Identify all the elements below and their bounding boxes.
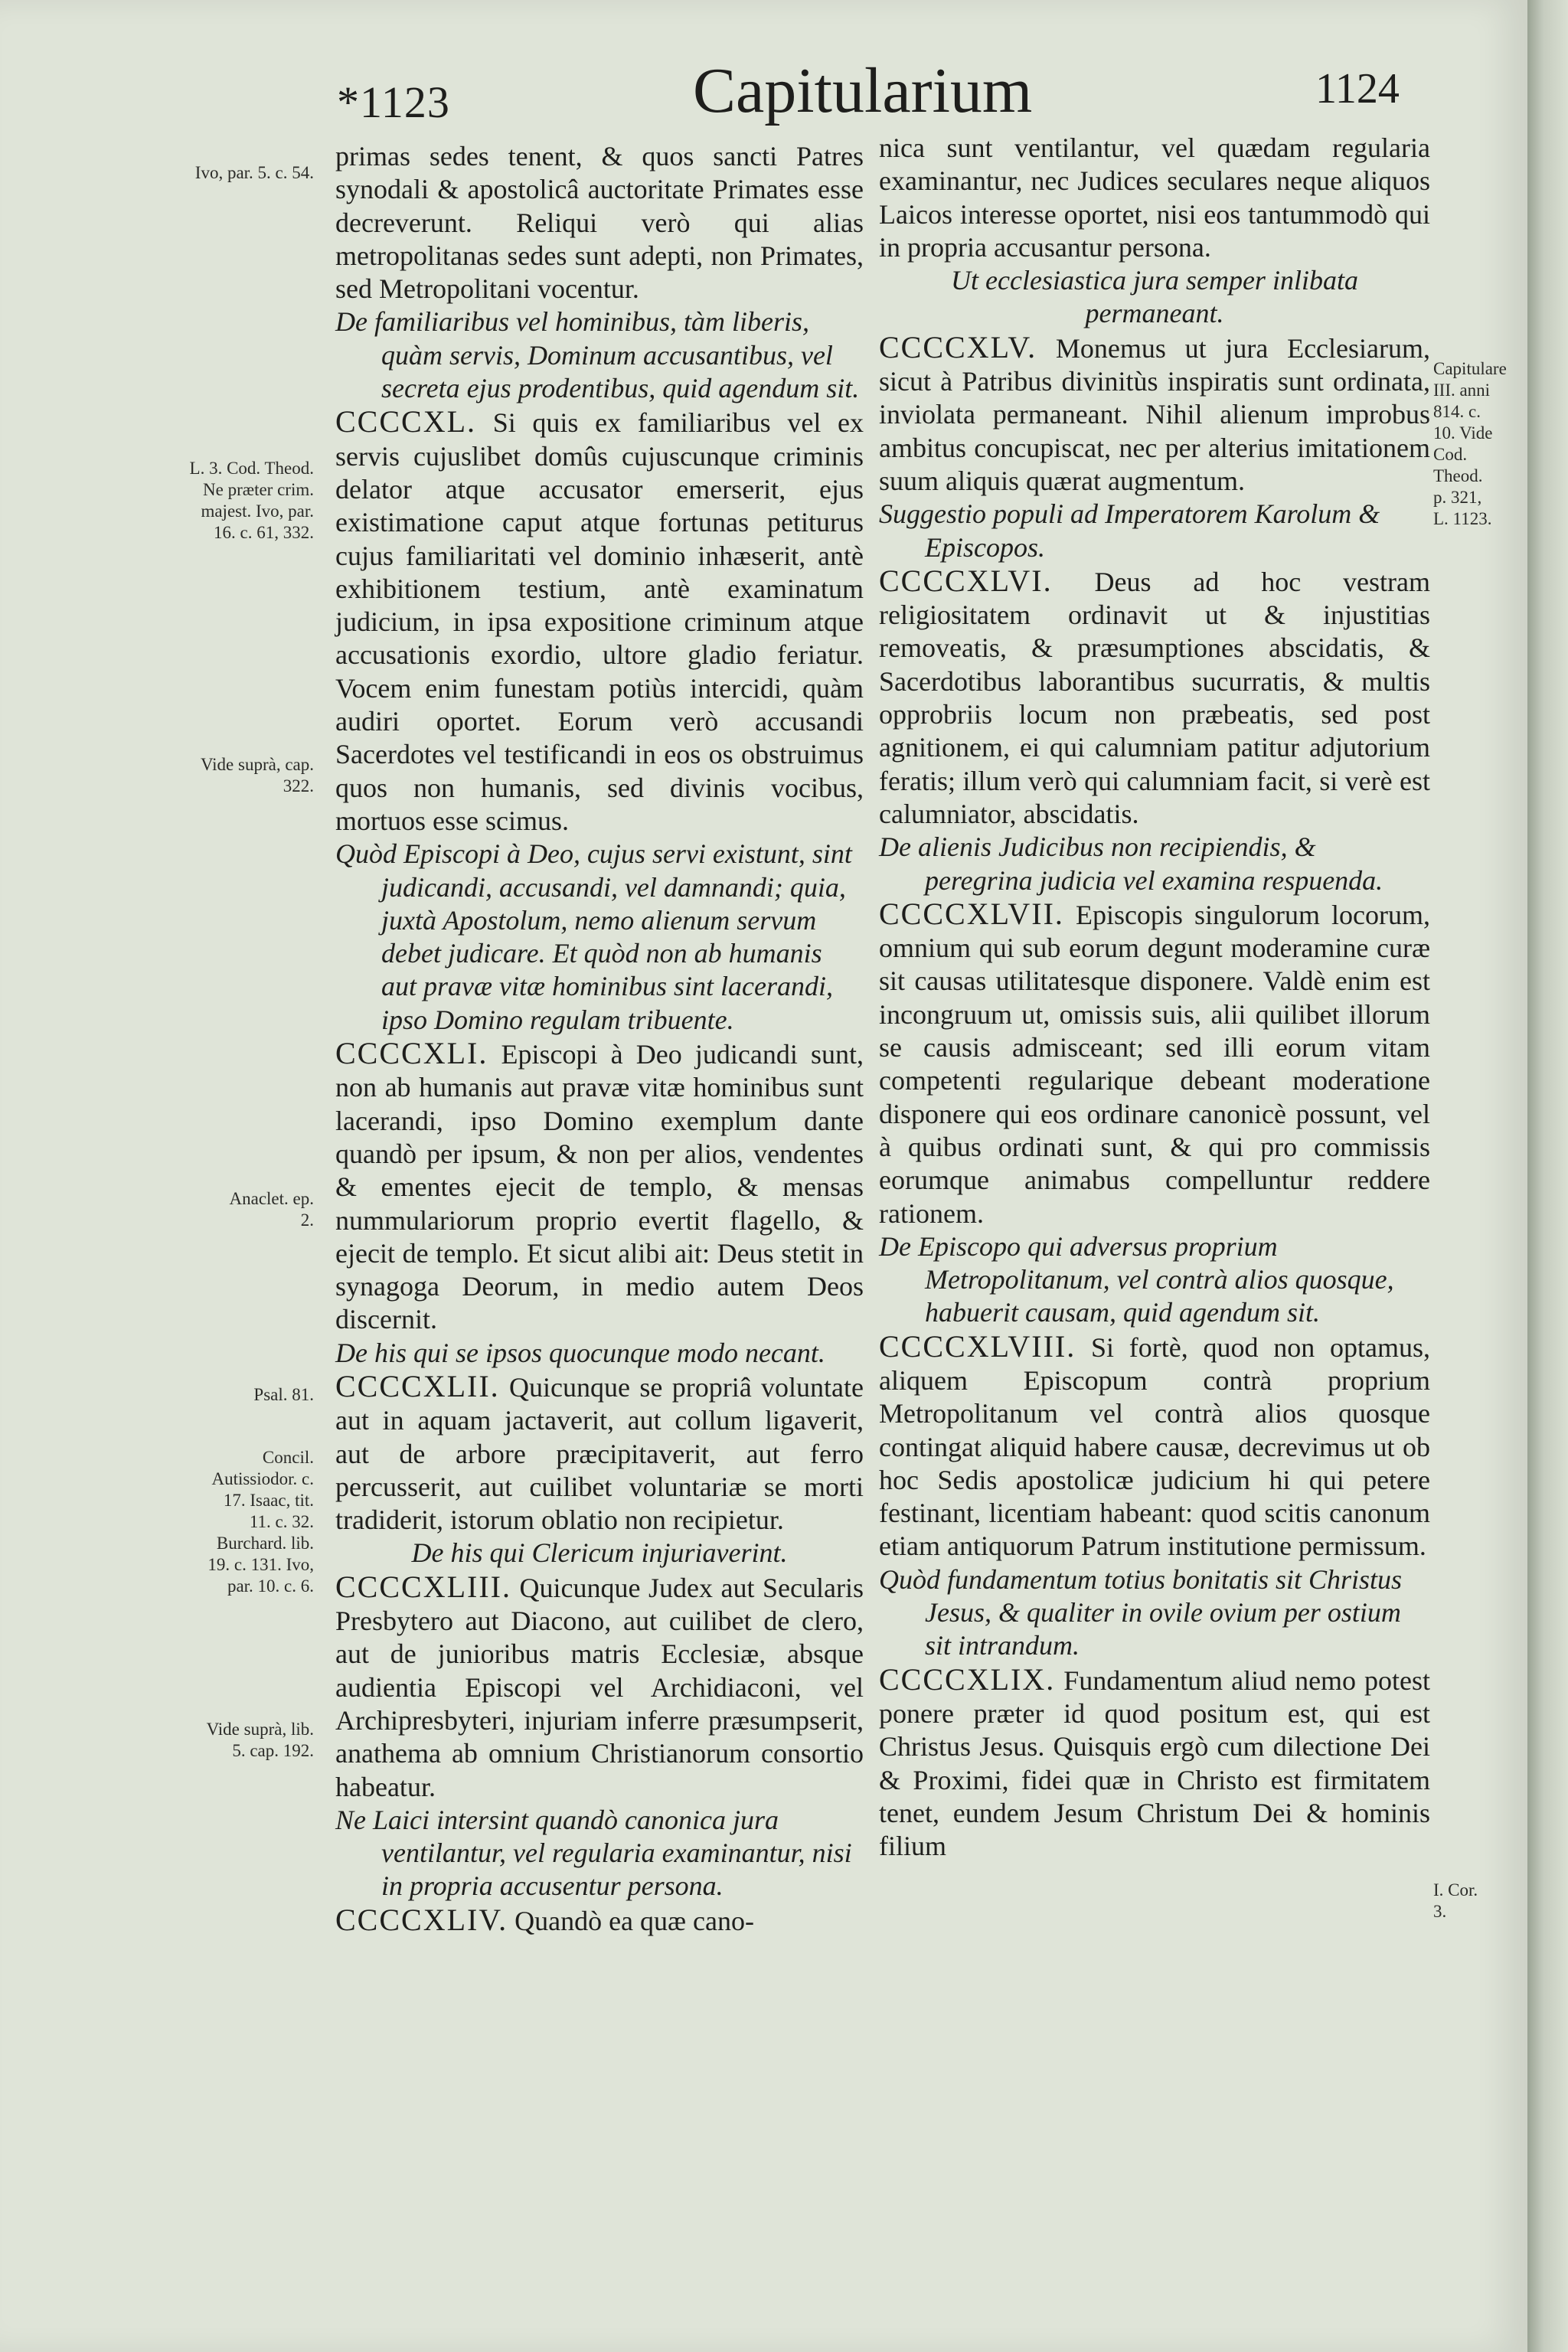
canon-text: nica sunt ventilantur, vel quædam regularia examinantur, nec Judices seculares neque aliquos Laicos interesse oportet, nisi eos tantummodò qui in propria accusantur persona. [879, 132, 1430, 263]
section-heading: De Episcopo qui adversus proprium Metropolitanum, vel contrà alios quosque, habuerit causam, quid agendum sit. [879, 1230, 1394, 1328]
margin-note: Anaclet. ep. 2. [229, 1189, 314, 1230]
canon-text: Episcopi à Deo judicandi sunt, non ab humanis aut pravæ vitæ hominibus sunt lacerandi, ipso Domino exemplum dante quandò per ipsum, & non per alios, vendentes & ementes ejecit de templo, & mensas nummulariorum proprio evertit flagello, & ejecit de templo. Et sicut alibi ait: Deus stetit in synagoga Deorum, in medio autem Deos discernit. [335, 1039, 864, 1335]
canon-text: Deus ad hoc vestram religiositatem ordinavit ut & injustitias removeatis, & præsumptiones abscidatis, & Sacerdotibus laborantibus sucurratis, & multis opprobriis locum non præbeatis, sed post agnitionem, ei qui calumniam patitur adjutorium feratis; illum verò qui calumniam facit, si verè est calumniator, abscidatis. [879, 566, 1431, 829]
canon-paragraph [335, 1570, 864, 1804]
canon-text: Episcopis singulorum locorum, omnium qui sub eorum degunt moderamine curæ sit causas utilitatesque disponere. Valdè enim est incongruum ut, omissis suis, alii quilibet illorum se causis admisceant; sed illi eorum vitam competenti regularique debeant moderatione disponere qui eos ordinare canonicè possunt, vel à quibus ordinati sunt, & qui pro commissis eorumque animabus compelluntur reddere rationem. [879, 899, 1431, 1229]
margin-note: Ivo, par. 5. c. 54. [194, 163, 314, 182]
canon-paragraph [879, 331, 1430, 498]
canon-text: Quandò ea quæ cano- [514, 1905, 754, 1936]
section-heading: Ne Laici intersint quandò canonica jura ventilantur, vel regularia examinantur, nisi in propria accusentur persona. [335, 1804, 852, 1902]
canon-paragraph [335, 1037, 864, 1337]
canon-number: CCCCXLVI. [879, 563, 1053, 598]
left-text-column [335, 140, 864, 1938]
canon-number: CCCCXL. [335, 404, 477, 439]
section-heading: De his qui se ipsos quocunque modo necant. [335, 1337, 825, 1368]
canon-text: Si quis ex familiaribus vel ex servis cujuslibet domûs cujuscunque criminis delator atque accusator emerserit, ejus existimatione caput atque fortunas petiturus cujus familiaritati vel dominio inhæserit, antè exhibitionem testium, antè examinatum judicium, in ipsa expositione criminum atque accusationis exordio, ultore gladio feriatur. Vocem enim funestam potiùs intercidi, quàm audiri oportet. Eorum verò accusandi Sacerdotes vel testificandi in eos os obstruimus quos non humanis, sed divinis vocibus, mortuos esse scimus. [335, 407, 864, 836]
section-heading: Quòd fundamentum totius bonitatis sit Christus Jesus, & qualiter in ovile ovium per ostium sit intrandum. [879, 1563, 1403, 1661]
canon-paragraph [335, 1903, 864, 1938]
canon-paragraph [335, 405, 864, 838]
canon-number: CCCCXLVIII. [879, 1328, 1076, 1364]
section-heading: Ut ecclesiastica jura semper inlibata permaneant. [951, 265, 1358, 329]
section-heading: De alienis Judicibus non recipiendis, & peregrina judicia vel examina respuenda. [879, 831, 1383, 896]
canon-paragraph [879, 564, 1430, 831]
section-heading: Quòd Episcopi à Deo, cujus servi existunt, sint judicandi, accusandi, vel damnandi; quia, juxtà Apostolum, nemo alienum servum debet judicare. Et quòd non ab humanis aut pravæ vitæ hominibus sint lacerandi, ipso Domino regulam tribuente. [335, 838, 852, 1035]
canon-text: primas sedes tenent, & quos sancti Patres synodali & apostolicâ auctoritate Primates esse decreverunt. Reliqui verò qui alias metropolitanas sedes sunt adepti, non Primates, sed Metropolitani vocentur. [335, 141, 864, 305]
section-heading: De familiaribus vel hominibus, tàm liberis, quàm servis, Dominum accusantibus, vel secreta ejus prodentibus, quid agendum sit. [335, 306, 860, 404]
canon-text: Quicunque Judex aut Secularis Presbytero aut Diacono, aut cuilibet de clero, aut de junioribus matris Ecclesiæ, absque audientia Episcopi vel Archidiaconi, vel Archipresbyteri, injuriam inferre præsumpserit, anathema ab omnium Christianorum consortio habeatur. [335, 1572, 864, 1802]
running-title: Capitularium [693, 55, 1033, 126]
margin-note: L. 3. Cod. Theod. Ne præter crim. majest. Ivo, par. 16. c. 61, 332. [189, 459, 314, 542]
canon-paragraph [335, 140, 864, 305]
margin-note: Vide suprà, cap. 322. [200, 755, 314, 795]
canon-number: CCCCXLIII. [335, 1569, 511, 1604]
canon-number: CCCCXLII. [335, 1368, 500, 1403]
canon-number: CCCCXLIV. [335, 1902, 508, 1937]
section-heading: De his qui Clericum injuriaverint. [411, 1537, 788, 1569]
right-page-number: 1124 [1315, 65, 1400, 113]
canon-paragraph [879, 132, 1430, 264]
canon-paragraph [879, 1663, 1430, 1864]
canon-number: CCCCXLVII. [879, 896, 1064, 931]
canon-text: Fundamentum aliud nemo potest ponere præter id quod positum est, qui est Christus Jesus. Quisquis ergò cum dilectione Dei & Proximi, fidei quæ in Christo est firmitatem tenet, eundem Jesum Christum Dei & hominis filium [879, 1664, 1430, 1862]
canon-number: CCCCXLIX. [879, 1661, 1056, 1697]
canon-number: CCCCXLV. [879, 329, 1037, 364]
canon-text: Si fortè, quod non optamus, aliquem Episcopum contrà proprium Metropolitanum vel contrà alios quosque contingat aliquid habere causæ, decrevimus ut ob hoc Sedis apostolicæ judicium hi qui petere festinant, licentiam habeant: quod scitis canonum etiam antiquorum Patrum institutione permissum. [879, 1331, 1430, 1562]
margin-note: Vide suprà, lib. 5. cap. 192. [206, 1720, 314, 1760]
margin-note: I. Cor. 3. [1433, 1880, 1478, 1921]
canon-paragraph [879, 897, 1430, 1230]
canon-paragraph [879, 1330, 1430, 1563]
right-text-column [879, 132, 1430, 1863]
canon-paragraph [335, 1370, 864, 1537]
canon-text: Quicunque se propriâ voluntate aut in aquam jactaverit, aut collum ligaverit, aut de arbore præcipitaverit, aut ferro percusserit, aut cuilibet voluntariæ se morti tradiderit, istorum oblatio non recipietur. [335, 1371, 864, 1536]
left-page-number: *1123 [337, 77, 450, 127]
margin-note: Capitulare III. anni 814. c. 10. Vide Cod. Theod. p. 321, L. 1123. [1433, 359, 1507, 528]
section-heading: Suggestio populi ad Imperatorem Karolum & Episcopos. [879, 498, 1380, 563]
canon-text: Monemus ut jura Ecclesiarum, sicut à Patribus divinitùs inspiratis sunt ordinata, inviolata permaneant. Nihil alienum improbus ambitus concupiscat, nec per alterius imitationem suum aliquis quærat augmentum. [879, 332, 1430, 496]
page-edge-shadow [1527, 0, 1568, 2352]
canon-number: CCCCXLI. [335, 1036, 488, 1071]
margin-note: Psal. 81. [253, 1385, 314, 1404]
margin-note: Concil. Autissiodor. c. 17. Isaac, tit. 11. c. 32. Burchard. lib. 19. c. 131. Ivo, par. 10. c. 6. [207, 1448, 314, 1596]
